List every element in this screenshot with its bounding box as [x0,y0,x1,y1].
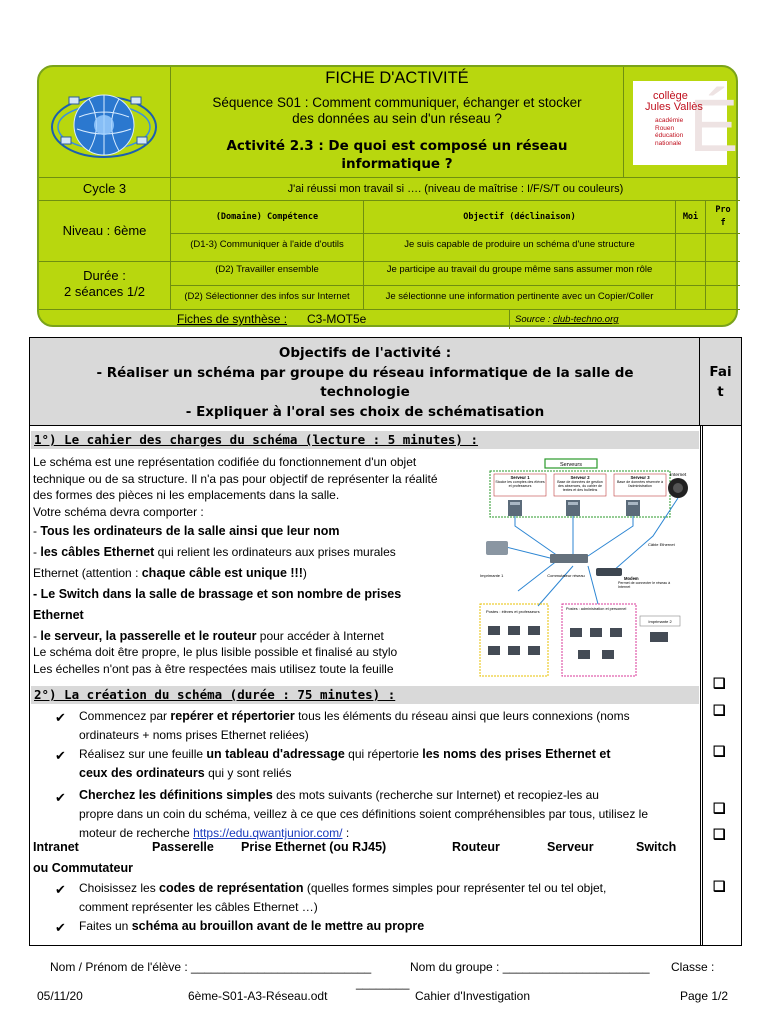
checkmark-icon: ✔ [55,882,66,897]
requirement-item [33,563,401,584]
network-switch-icon [550,554,588,563]
competence-objective: Je participe au travail du groupe même sans assumer mon rôle [386,264,653,275]
servers-label: Serveurs [559,462,583,468]
step-text: Réalisez sur une feuille [79,747,207,761]
activity-title [171,137,623,173]
server-3-desc: Base de données réservée à l'administration [617,480,663,488]
divider [39,309,740,310]
term-server: Serveur [547,840,594,854]
printer-icon [486,541,508,555]
duration-line: 2 séances 1/2 [64,284,145,299]
requirement-bold: le serveur, la passerelle et le routeur [40,629,257,643]
text-line: Les échelles n'ont pas à être respectées mais utilisez toute la feuille [33,661,394,676]
column-header-self: Moi [682,212,699,222]
step-text: Choisissez les [79,881,160,895]
server-tower-icon [508,500,522,516]
step-text: Commencez par [79,709,171,723]
internet-label: Internet [670,473,687,478]
globe-network-logo [49,77,159,173]
step-bold: les noms des prises Ethernet et [422,747,611,761]
done-checkbox[interactable]: ❑ [713,878,726,894]
competence-domain: (D2) Sélectionner des infos sur Internet [184,291,350,302]
term-gateway: Passerelle [152,840,214,854]
step-bold: un tableau d'adressage [206,747,345,761]
divider [39,177,740,178]
duration-line: Durée : [83,268,126,283]
done-checkbox[interactable]: ❑ [713,826,726,842]
source-link[interactable]: club-techno.org [553,314,619,325]
search-engine-link[interactable]: https://edu.qwantjunior.com/ [193,826,343,840]
objectives-title: Objectifs de l'activité : [278,345,452,361]
divider [623,67,624,177]
server-3-label: Serveur 3 [630,475,650,480]
level-label: Niveau : 6ème [62,223,147,238]
step-text: comment représenter les câbles Ethernet …) [79,900,318,914]
sequence-title [171,95,623,127]
academy-label [655,117,683,147]
server-1-desc: Stocke les comptes des élèves et professeurs [495,480,545,488]
objectives-header [30,338,700,426]
requirement-text: qui relient les ordinateurs aux prises murales [154,545,396,559]
divider [509,309,510,329]
done-column-header [700,338,741,426]
step-text: Faites un [79,919,132,933]
footer-page-number: Page 1/2 [680,989,729,1003]
group-name-field[interactable]: Nom du groupe : ______________________ [410,960,650,974]
modem-label: Modem [624,576,639,581]
done-checkbox[interactable]: ❑ [713,702,726,718]
step-repertory [79,707,697,745]
requirement-bold: les câbles Ethernet [40,545,155,559]
step-definitions [79,786,699,843]
dash: - [33,545,41,559]
requirement-text: Ethernet (attention : [33,566,142,580]
class-field[interactable]: ________ [356,976,410,990]
dash: - [33,629,41,643]
student-workstations-label: Postes : élèves et professeurs [486,609,540,614]
competence-objective: Je sélectionne une information pertinente avec un Copier/Coller [385,291,654,302]
server-2-desc: Base de données de gestion des absences, du cahier de textes et des bulletins [557,480,603,492]
server-1-label: Serveur 1 [510,475,530,480]
activity-line: Activité 2.3 : De quoi est composé un réseau [226,138,568,154]
cycle-label: Cycle 3 [82,181,127,196]
sequence-line: des données au sein d'un réseau ? [292,111,502,126]
objective-item: - Expliquer à l'oral ses choix de schématisation [185,403,545,420]
college-name-line: collège [653,90,688,102]
step-text: qui y sont reliés [204,766,292,780]
competence-objective: Je suis capable de produire un schéma d'une structure [404,239,635,250]
term-intranet: Intranet [33,840,79,854]
footer-date: 05/11/20 [37,989,83,1003]
done-checkbox[interactable]: ❑ [713,675,726,691]
column-header-objective: Objectif (déclinaison) [463,212,576,222]
step-text: ordinateurs + noms prises Ethernet reliées) [79,728,309,742]
academy-line: académie [655,117,684,124]
step-bold: schéma au brouillon avant de le mettre au propre [131,919,425,933]
modem-icon [596,568,622,576]
college-name [645,91,703,113]
column-header-domain: (Domaine) Compétence [215,212,319,222]
step-bold: repérer et répertorier [170,709,295,723]
sequence-line: Séquence S01 : Comment communiquer, échanger et stocker [212,95,582,110]
college-name-line: Jules Vallès [645,101,703,113]
objectives-text [30,344,700,422]
checkmark-icon: ✔ [55,920,66,935]
done-checkbox[interactable]: ❑ [713,743,726,759]
done-checkbox[interactable]: ❑ [713,800,726,816]
checkmark-icon: ✔ [55,790,66,805]
source-credit [515,314,619,325]
printer-1-label: Imprimante 1 [480,573,504,578]
divider [39,200,740,201]
requirement-item [33,542,401,563]
switch-label: Commutateur réseau [547,573,585,578]
text-line: des formes des pièces ni les emplacements dans la salle. [33,488,340,502]
divider [702,426,703,945]
server-tower-icon [566,500,580,516]
step-text: moteur de recherche [79,826,194,840]
footer-notebook: Cahier d'Investigation [415,989,531,1003]
objective-item: - Réaliser un schéma par groupe du réseau informatique de la salle de [96,364,634,381]
text-line: technique ou de sa structure. Il n'a pas pour objectif de représenter la réalité [33,471,438,486]
page-title: FICHE D'ACTIVITÉ [325,69,469,87]
divider [170,233,740,234]
activity-line: informatique ? [341,156,453,172]
summary-sheets-value: C3-MOT5e [307,312,367,326]
admin-workstations-label: Postes : administration et personnel [566,607,627,611]
requirement-bold: chaque câble est unique !!! [141,566,303,580]
divider [170,285,740,286]
step-bold: codes de représentation [159,881,304,895]
success-criteria: J'ai réussi mon travail si …. (niveau de maîtrise : I/F/S/T ou couleurs) [287,183,624,195]
server-tower-icon [626,500,640,516]
competence-domain: (D2) Travailler ensemble [215,264,319,275]
step-text: propre dans un coin du schéma, veillez à ce que ces définitions soient compréhensibles par tous, utilisez le [79,807,648,821]
text-line: Le schéma doit être propre, le plus lisible possible et finalisé au stylo [33,645,398,659]
divider [700,426,701,945]
step-text: tous les éléments du réseau ainsi que leurs connexions (noms [294,709,630,723]
step-bold: Cherchez les définitions simples [79,788,273,802]
requirement-text: ) [302,566,307,580]
column-header-teacher [706,204,740,230]
activity-header-card [37,65,738,327]
cable-label: Câble Ethernet [648,542,675,547]
step-addressing-table [79,745,697,783]
requirement-item: - Le Switch dans la salle de brassage et son nombre de prises [33,587,402,601]
step-text: qui répertorie [344,747,423,761]
college-logo [633,81,739,167]
step-draft [79,917,697,936]
done-label-part: Fai [709,364,732,380]
duration-label [39,268,170,300]
done-label-part: t [717,383,724,400]
step-representation-codes [79,879,697,917]
academy-line: éducation [655,132,684,139]
requirements-list [33,521,401,647]
requirement-item: Ethernet [33,608,84,622]
step-text: des mots suivants (recherche sur Internet) et recopiez-les au [272,788,599,802]
column-header-teacher-part: f [720,218,726,228]
section-1-notes [33,644,397,677]
step-text: (quelles formes simples pour représenter tel ou tel objet, [303,881,607,895]
checkmark-icon: ✔ [55,710,66,725]
academy-line: nationale [655,139,682,147]
section-1-title: 1°) Le cahier des charges du schéma (lecture : 5 minutes) : [31,431,699,449]
modem-desc: Permet de connecter le réseau à Internet [618,581,671,589]
objective-item: technologie [320,384,410,400]
dash: - [33,524,41,538]
section-2-title: 2°) La création du schéma (durée : 75 minutes) : [31,686,699,704]
step-text: : [342,826,350,840]
requirement-item [33,521,401,542]
student-name-field[interactable]: Nom / Prénom de l'élève : ___________________________ [50,960,372,974]
done-label [700,363,741,402]
server-2-label: Serveur 2 [570,475,590,480]
competence-domain: (D1-3) Communiquer à l'aide d'outils [190,239,344,250]
summary-sheets-label: Fiches de synthèse : [177,312,288,326]
step-bold: ceux des ordinateurs [79,766,205,780]
printer-2-label: Imprimante 2 [648,619,672,624]
requirement-bold: Tous les ordinateurs de la salle ainsi que leur nom [40,524,340,538]
term-router: Routeur [452,840,500,854]
network-diagram [478,456,696,684]
requirement-text: pour accéder à Internet [256,629,384,643]
academy-line: Rouen [655,124,675,132]
term-switch: Switch [636,840,677,854]
term-ethernet-outlet: Prise Ethernet (ou RJ45) [241,840,387,854]
section-1-paragraph [33,454,438,520]
footer-filename: 6ème-S01-A3-Réseau.odt [188,989,328,1003]
class-label: Classe : [671,960,715,974]
checkmark-icon: ✔ [55,748,66,763]
term-commutateur: ou Commutateur [33,861,133,875]
text-line: Le schéma est une représentation codifiée du fonctionnement d'un objet [33,455,417,469]
source-label: Source : [515,314,554,325]
divider [39,261,740,262]
svg-text:É: É [689,84,739,167]
column-header-teacher-part: Pro [715,205,731,215]
text-line: Votre schéma devra comporter : [33,504,204,519]
